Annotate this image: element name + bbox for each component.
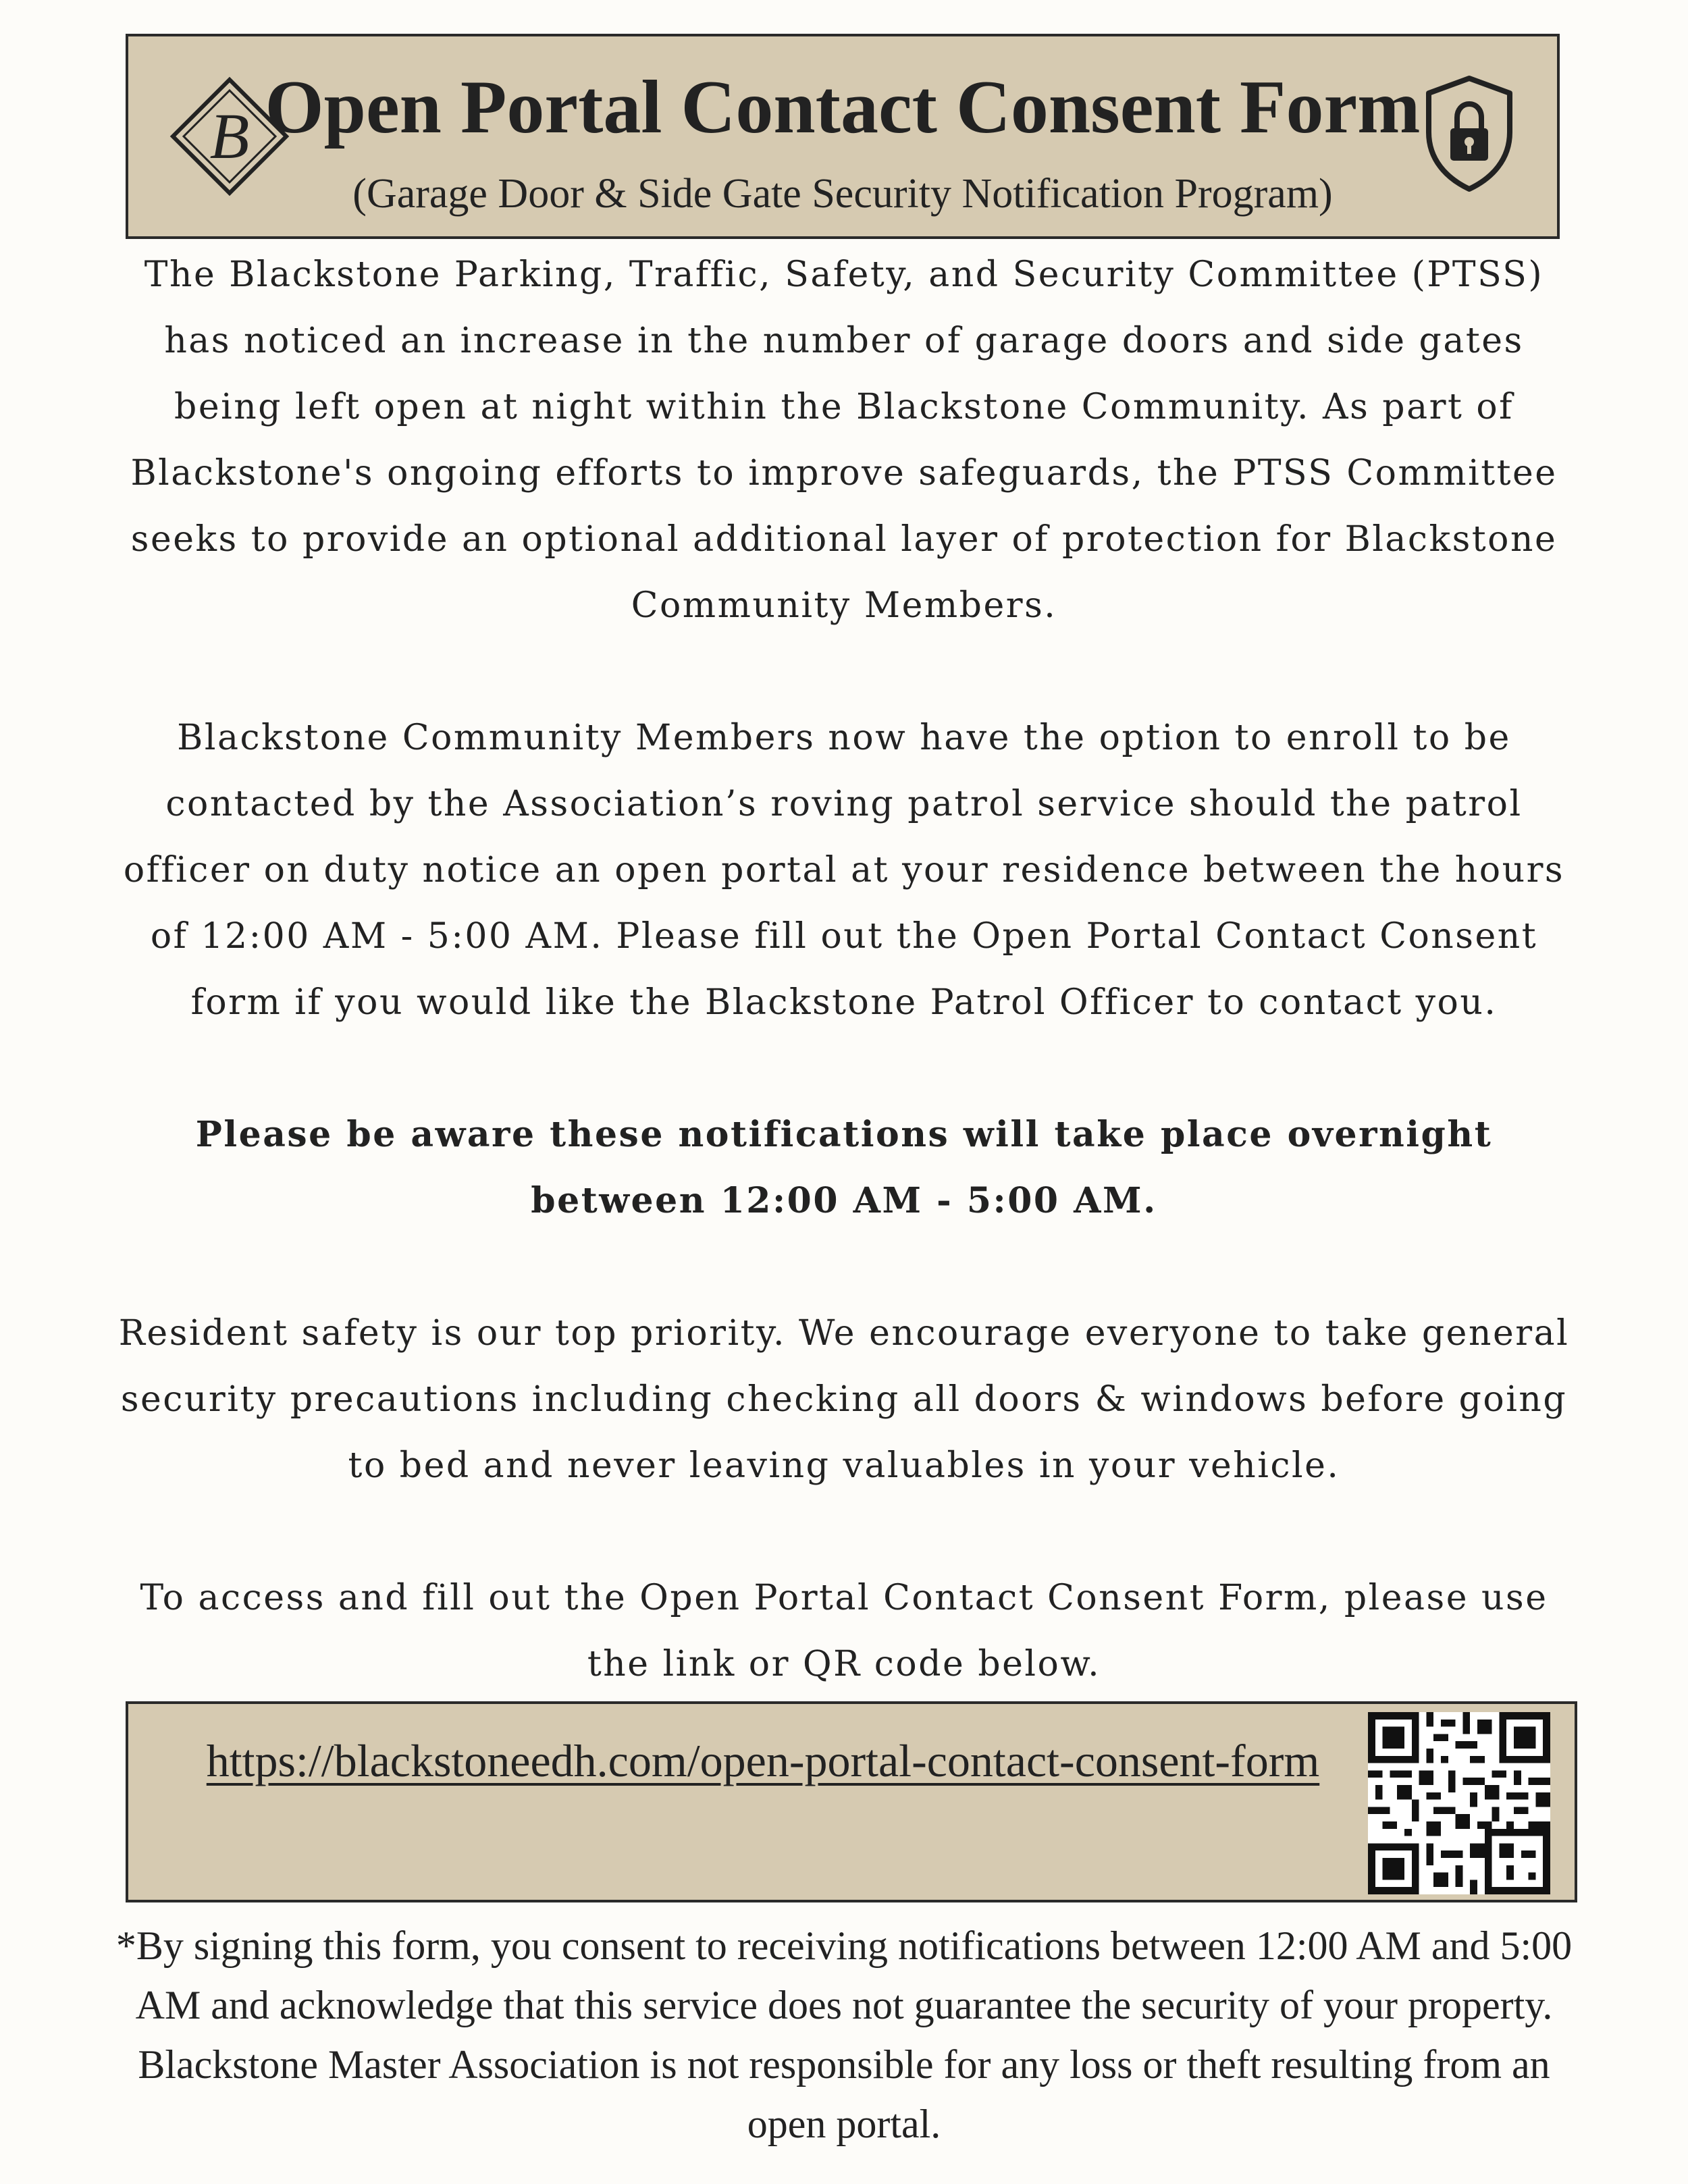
notice-paragraph: Please be aware these notifications will take place overnight between 12:00 AM - 5:00 AM. xyxy=(195,1114,1493,1221)
qr-code-icon[interactable] xyxy=(1368,1712,1550,1894)
intro-paragraph: The Blackstone Parking, Traffic, Safety, and Security Committee (PTSS) has noticed an increase in the number of garage doors and side gates being left open at night within the Blackstone Community. As part of Blackstone's ongoing efforts to improve safeguards, the PTSS Committee seeks to provide an optional additional layer of protection for Blackstone Community Members. xyxy=(130,255,1558,626)
header-banner xyxy=(126,34,1560,239)
shield-lock-icon xyxy=(1422,74,1516,193)
consent-form-link[interactable]: https://blackstoneedh.com/open-portal-contact-consent-form xyxy=(206,1735,1320,1786)
access-paragraph: To access and fill out the Open Portal Contact Consent Form, please use the link or QR code below. xyxy=(140,1578,1548,1684)
logo-letter: B xyxy=(209,100,250,172)
page-title: Open Portal Contact Consent Form xyxy=(265,65,1421,149)
enroll-paragraph: Blackstone Community Members now have the option to enroll to be contacted by the Association’s roving patrol service should the patrol officer on duty notice an open portal at your residence between the hours of 12:00 AM - 5:00 AM. Please fill out the Open Portal Contact Consent form if you would like the Blackstone Patrol Officer to contact you. xyxy=(123,718,1565,1023)
page-subtitle: (Garage Door & Side Gate Security Notification Program) xyxy=(352,171,1333,217)
safety-paragraph: Resident safety is our top priority. We encourage everyone to take general security precautions including checking all doors & windows before going to bed and never leaving valuables in your vehicle. xyxy=(118,1313,1570,1486)
link-banner xyxy=(126,1701,1577,1902)
disclaimer-text: *By signing this form, you consent to receiving notifications between 12:00 AM and 5:00 AM and acknowledge that this service does not guarantee the security of your property. Blackstone Master Association is not responsible for any loss or theft resulting from an open portal. xyxy=(115,1923,1573,2146)
